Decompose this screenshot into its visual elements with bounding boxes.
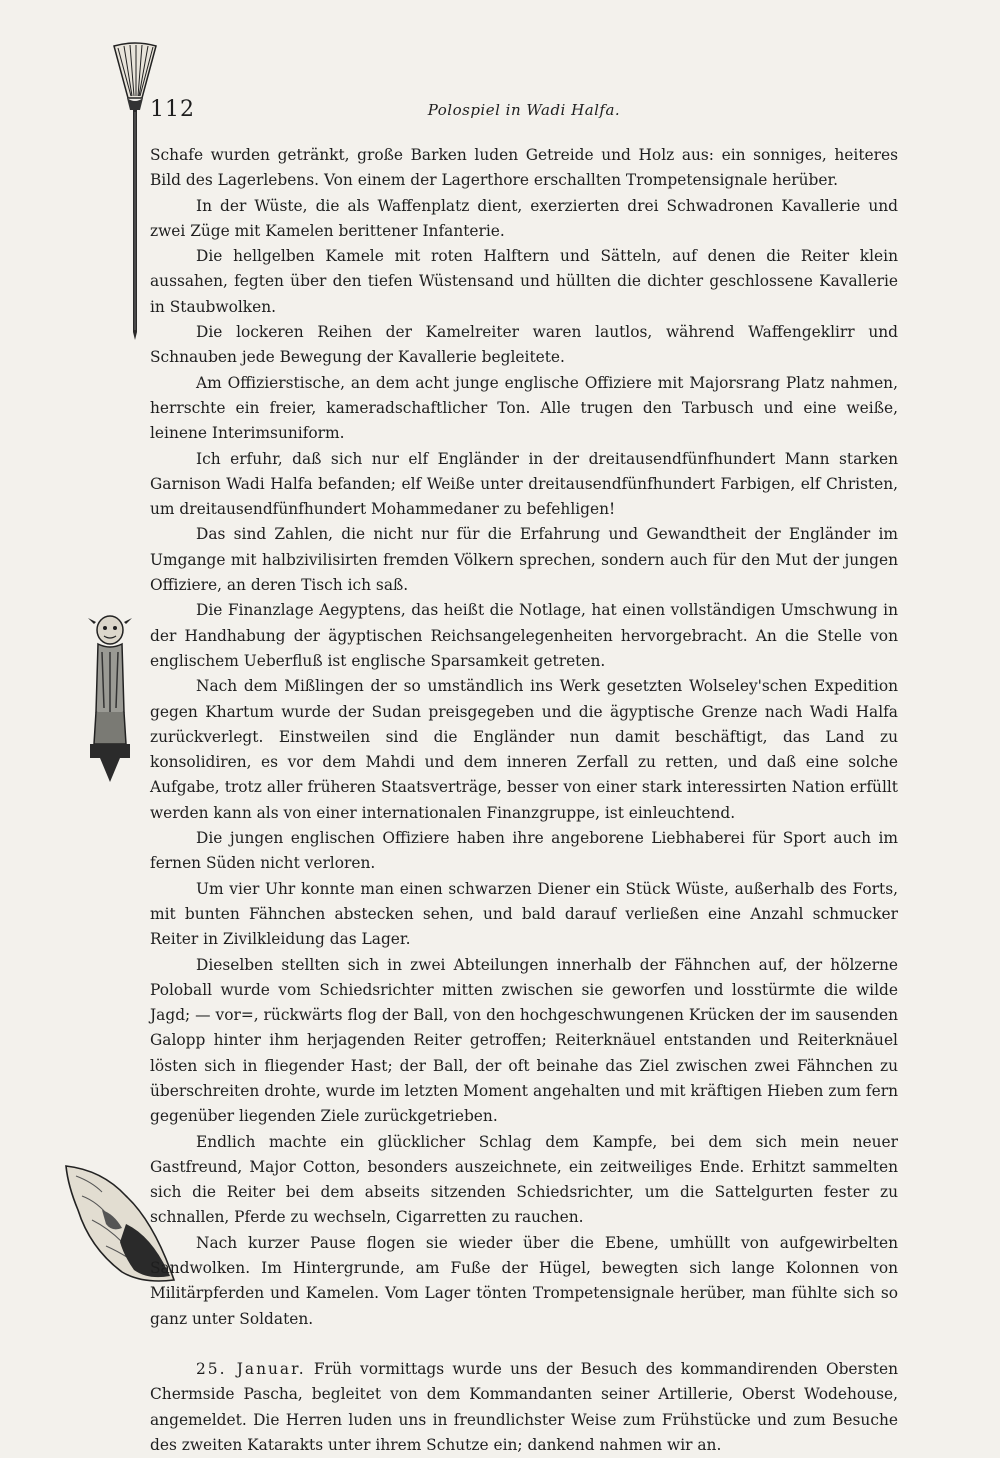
running-title: Polospiel in Wadi Halfa. [427,101,621,119]
carved-figure-illustration [82,612,140,784]
page-header [150,97,898,127]
paragraph: Die hellgelben Kamele mit roten Halftern und Sätteln, auf denen die Reiter klein aussahen, fegten über den tiefen Wüstensand und hüllten die dichter geschlossene Kavallerie in Staubwolken. [150,247,898,316]
diary-entry [150,1357,898,1458]
paragraph: Die lockeren Reihen der Kamelreiter waren lautlos, während Waffengeklirr und Schnauben jede Bewegung der Kavallerie begleitete. [150,323,898,367]
paragraph: Schafe wurden getränkt, große Barken luden Getreide und Holz aus: ein sonniges, heiteres Bild des Lagerlebens. Von einem der Lagerthore erschallten Trompetensignale herüber. [150,146,898,190]
paragraph: Das sind Zahlen, die nicht nur für die Erfahrung und Gewandtheit der Engländer im Umgange mit halbzivilisirten fremden Völkern sprechen, sondern auch für den Mut der jungen Offiziere, an deren Tisch ich saß. [150,525,898,595]
body-text [150,143,898,1458]
paragraph: Endlich machte ein glücklicher Schlag dem Kampfe, bei dem sich mein neuer Gastfreund, Major Cotton, besonders auszeichnete, ein zeitweiliges Ende. Erhitzt sammelten sich die Reiter bei dem abseits sitzenden Schiedsrichter, um die Sattelgurten fester zu schnallen, Pferde zu wechseln, Cigarretten zu rauchen. [150,1132,898,1227]
paragraph: Dieselben stellten sich in zwei Abteilungen innerhalb der Fähnchen auf, der hölzerne Poloball wurde vom Schiedsrichter mitten zwischen sie geworfen und losstürmte die wilde Jagd; — vor=, rückwärts flog der Ball, von den hochgeschwungenen Krücken der im sausenden Galopp hinter ihm herjagenden Reiter getroffen; Reiterknäuel entstanden und Reiterknäuel lösten sich in fliegender Hast; der Ball, der oft beinahe das Ziel zwischen zwei Fähnchen zu überschreiten drohte, wurde im letzten Moment angehalten und mit kräftigen Hieben zum fern gegenüber liegenden Ziele zurückgetrieben. [150,955,898,1126]
paragraph: Am Offizierstische, an dem acht junge englische Offiziere mit Majorsrang Platz nahmen, herrschte ein freier, kameradschaftlicher Ton. Alle trugen den Tarbusch und eine weiße, leinene Interimsuniform. [150,373,898,443]
paragraph: Die jungen englischen Offiziere haben ihre angeborene Liebhaberei für Sport auch im fernen Süden nicht verloren. [150,829,898,873]
paragraph: Ich erfuhr, daß sich nur elf Engländer in der dreitausendfünfhundert Mann starken Garnison Wadi Halfa befanden; elf Weiße unter dreitausendfünfhundert Farbigen, elf Christen, um dreitausendfünfhundert Mohammedaner zu befehligen! [150,449,898,519]
paragraph: Nach dem Mißlingen der so umständlich ins Werk gesetzten Wolseley'schen Expedition gegen Khartum wurde der Sudan preisgegeben und die ägyptische Grenze nach Wadi Halfa zurückverlegt. Einstweilen sind die Engländer nun damit beschäftigt, das Land zu konsolidiren, es vor dem Mahdi und dem inneren Zerfall zu retten, und daß eine solche Aufgabe, trotz aller früheren Staatsverträge, besser von einer stark interessirten Nation erfüllt werden kann als von einer internationalen Finanzgruppe, ist einleuchtend. [150,677,898,822]
entry-text: Früh vormittags wurde uns der Besuch des kommandirenden Obersten Chermside Pascha, begleitet von dem Kommandanten seiner Artillerie, Oberst Wodehouse, angemeldet. Die Herren luden uns in freundlichster Weise zum Frühstücke und zum Besuche des zweiten Katarakts unter ihrem Schutze ein; dankend nahmen wir an. [150,1359,899,1454]
paragraph: Die Finanzlage Aegyptens, das heißt die Notlage, hat einen vollständigen Umschwung in der Handhabung der ägyptischen Reichsangelegenheiten hervorgebracht. An die Stelle von englischem Ueberfluß ist englische Sparsamkeit getreten. [150,601,898,670]
entry-date: 25. Januar. [196,1359,306,1378]
page-number: 112 [150,97,195,122]
paragraph: Nach kurzer Pause flogen sie wieder über die Ebene, umhüllt von aufgewirbelten Sandwolken. Im Hintergrunde, am Fuße der Hügel, bewegten sich lange Kolonnen von Militärpferden und Kamelen. Vom Lager tönten Trompetensignale herüber, man fühlte sich so ganz unter Soldaten. [150,1233,898,1328]
paragraph: Um vier Uhr konnte man einen schwarzen Diener ein Stück Wüste, außerhalb des Forts, mit bunten Fähnchen abstecken sehen, und bald darauf verließen eine Anzahl schmucker Reiter in Zivilkleidung das Lager. [150,879,898,949]
paragraph: In der Wüste, die als Waffenplatz dient, exerzierten drei Schwadronen Kavallerie und zwei Züge mit Kamelen berittener Infanterie. [150,196,898,240]
